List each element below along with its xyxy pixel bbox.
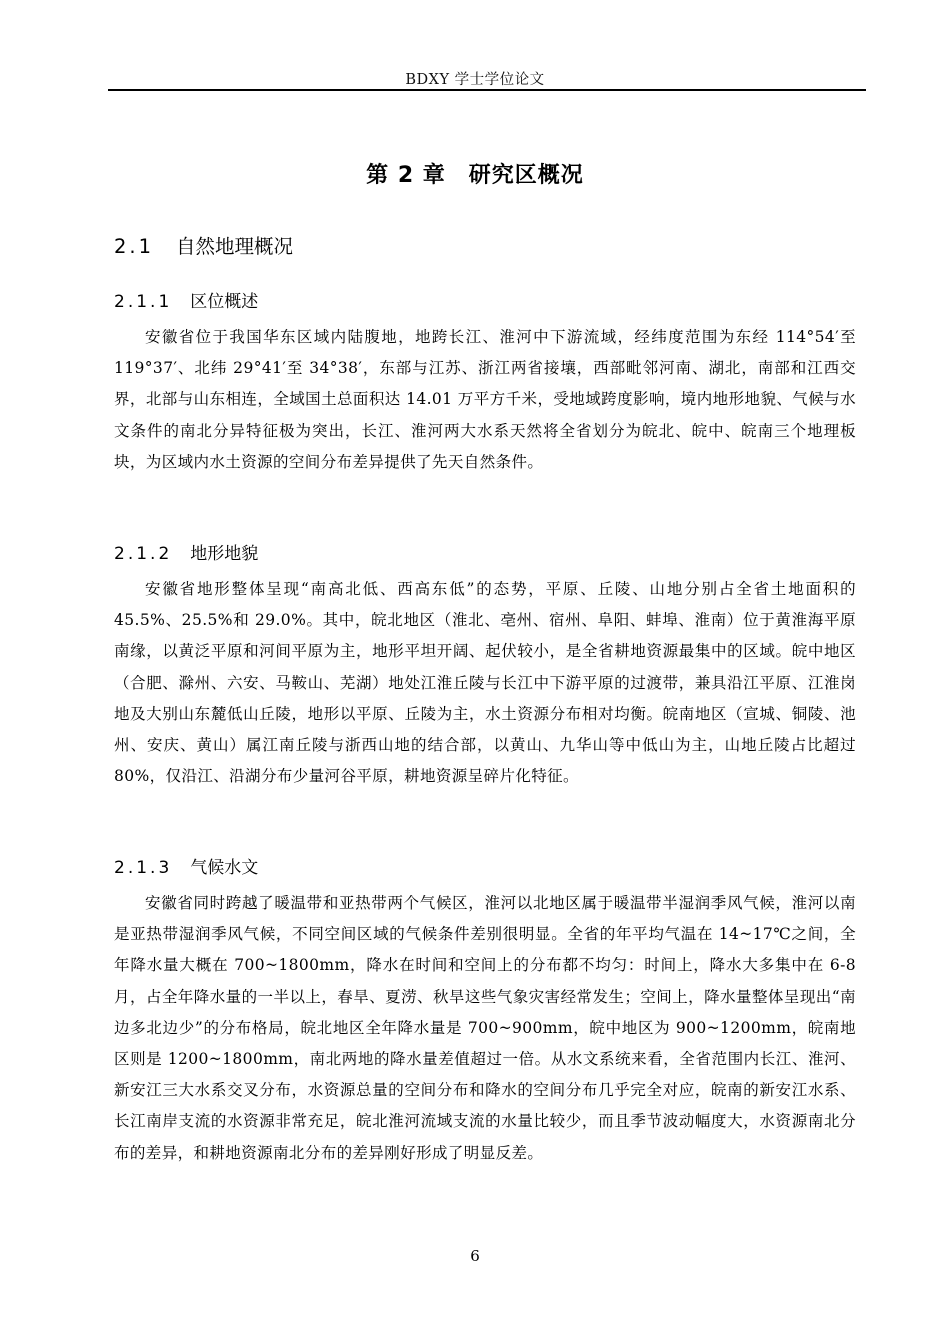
subsection-title-text: 地形地貌 bbox=[190, 544, 259, 564]
paragraph-climate-hydrology: 安徽省同时跨越了暖温带和亚热带两个气候区，淮河以北地区属于暖温带半湿润季风气候，淮河以南是亚热带湿润季风气候，不同空间区域的气候条件差别很明显。全省的年平均气温在 14~17℃之间，全年降水量大概在 700~1800mm，降水在时间和空间上的分布都不均匀：时间上，降水大多集中在 6-8 月，占全年降水量的一半以上，春旱、夏涝、秋旱这些气象灾害经常发生；空间上，降水量整体呈现出“南边多北边少”的分布格局，皖北地区全年降水量是 700~900mm，皖中地区为 900~1200mm，皖南地区则是 1200~1800mm，南北两地的降水量差值超过一倍。从水文系统来看，全省范围内长江、淮河、新安江三大水系交叉分布，水资源总量的空间分布和降水的空间分布几乎完全对应，皖南的新安江水系、长江南岸支流的水资源非常充足，皖北淮河流域支流的水量比较少，而且季节波动幅度大，水资源南北分布的差异，和耕地资源南北分布的差异刚好形成了明显反差。 bbox=[114, 894, 856, 1162]
subsection-title-text: 区位概述 bbox=[190, 292, 259, 312]
subsection-heading-2-1-2 bbox=[114, 539, 258, 564]
running-header: BDXY 学士学位论文 bbox=[405, 72, 545, 88]
subsection-title-text: 气候水文 bbox=[190, 858, 259, 878]
section-number: 2.1 bbox=[114, 235, 155, 258]
subsection-number: 2.1.3 bbox=[114, 858, 173, 878]
section-title-text: 自然地理概况 bbox=[176, 235, 294, 258]
section-heading-2-1 bbox=[114, 231, 293, 259]
subsection-heading-2-1-3 bbox=[114, 853, 258, 878]
chapter-title: 第 2 章 研究区概况 bbox=[366, 163, 584, 188]
paragraph-location-overview: 安徽省位于我国华东区域内陆腹地，地跨长江、淮河中下游流域，经纬度范围为东经 114°54′至 119°37′、北纬 29°41′至 34°38′，东部与江苏、浙江两省接壤，西部毗邻河南、湖北，南部和江西交界，北部与山东相连，全域国土总面积达 14.01 万平方千米，受地域跨度影响，境内地形地貌、气候与水文条件的南北分异特征极为突出，长江、淮河两大水系天然将全省划分为皖北、皖中、皖南三个地理板块，为区域内水土资源的空间分布差异提供了先天自然条件。 bbox=[114, 328, 856, 471]
page-number: 6 bbox=[470, 1247, 480, 1265]
header-rule bbox=[108, 89, 866, 91]
subsection-heading-2-1-1 bbox=[114, 287, 258, 312]
paragraph-topography: 安徽省地形整体呈现“南高北低、西高东低”的态势，平原、丘陵、山地分别占全省土地面积的 45.5%、25.5%和 29.0%。其中，皖北地区（淮北、亳州、宿州、阜阳、蚌埠、淮南）位于黄淮海平原南缘，以黄泛平原和河间平原为主，地形平坦开阔、起伏较小，是全省耕地资源最集中的区域。皖中地区（合肥、滁州、六安、马鞍山、芜湖）地处江淮丘陵与长江中下游平原的过渡带，兼具沿江平原、江淮岗地及大别山东麓低山丘陵，地形以平原、丘陵为主，水土资源分布相对均衡。皖南地区（宣城、铜陵、池州、安庆、黄山）属江南丘陵与浙西山地的结合部，以黄山、九华山等中低山为主，山地丘陵占比超过 80%，仅沿江、沿湖分布少量河谷平原，耕地资源呈碎片化特征。 bbox=[114, 580, 856, 786]
subsection-number: 2.1.2 bbox=[114, 544, 173, 564]
subsection-number: 2.1.1 bbox=[114, 292, 173, 312]
